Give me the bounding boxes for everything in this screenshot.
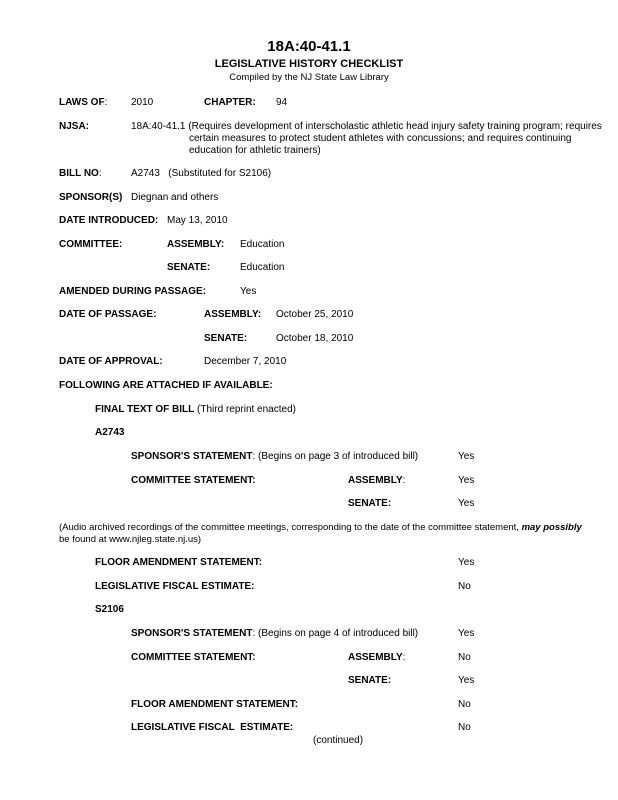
passage-assembly-label: ASSEMBLY:	[204, 309, 262, 320]
s2106-committee-assembly-label: ASSEMBLY:	[348, 652, 406, 663]
passage-senate-label: SENATE:	[204, 333, 248, 344]
njsa-label: NJSA:	[59, 121, 90, 132]
a2743-sponsor-statement: SPONSOR'S STATEMENT: (Begins on page 3 of introduced bill)	[131, 451, 419, 462]
bill-no-value: A2743 (Substituted for S2106)	[131, 168, 272, 179]
continued-note: (continued)	[313, 735, 364, 746]
attachments-heading: FOLLOWING ARE ATTACHED IF AVAILABLE:	[59, 380, 273, 391]
s2106-committee-label: COMMITTEE STATEMENT:	[131, 652, 256, 663]
amended-label: AMENDED DURING PASSAGE:	[59, 286, 207, 297]
document-title: LEGISLATIVE HISTORY CHECKLIST	[214, 58, 404, 70]
a2743-floor-amendment-value: Yes	[458, 557, 475, 568]
passage-assembly-value: October 25, 2010	[276, 309, 354, 320]
a2743-floor-amendment-label: FLOOR AMENDMENT STATEMENT:	[95, 557, 263, 568]
committee-senate-label: SENATE:	[167, 262, 211, 273]
date-introduced-label: DATE INTRODUCED:	[59, 215, 159, 226]
date-introduced-value: May 13, 2010	[167, 215, 228, 226]
chapter-value: 94	[276, 97, 288, 108]
sponsors-value: Diegnan and others	[131, 192, 219, 203]
committee-senate-value: Education	[240, 262, 285, 273]
a2743-committee-assembly-label: ASSEMBLY:	[348, 475, 406, 486]
citation-heading: 18A:40-41.1	[267, 38, 351, 55]
s2106-floor-amendment-value: No	[458, 699, 471, 710]
chapter-label: CHAPTER:	[204, 97, 256, 108]
bill-no-label: BILL NO:	[59, 168, 102, 179]
a2743-fiscal-estimate-value: No	[458, 581, 471, 592]
a2743-committee-senate-label: SENATE:	[348, 498, 392, 509]
document-subtitle: Compiled by the NJ State Law Library	[229, 72, 389, 83]
s2106-fiscal-estimate-label: LEGISLATIVE FISCAL ESTIMATE:	[131, 722, 294, 733]
a2743-heading: A2743	[95, 427, 125, 438]
committee-label: COMMITTEE:	[59, 239, 123, 250]
a2743-committee-senate-value: Yes	[458, 498, 475, 509]
s2106-fiscal-estimate-value: No	[458, 722, 471, 733]
sponsors-label: SPONSOR(S)	[59, 192, 123, 203]
s2106-heading: S2106	[95, 604, 124, 615]
date-of-passage-label: DATE OF PASSAGE:	[59, 309, 157, 320]
s2106-sponsor-statement: SPONSOR'S STATEMENT: (Begins on page 4 of introduced bill)	[131, 628, 419, 639]
s2106-committee-senate-label: SENATE:	[348, 675, 392, 686]
s2106-committee-senate-value: Yes	[458, 675, 475, 686]
passage-senate-value: October 18, 2010	[276, 333, 354, 344]
final-text-row: FINAL TEXT OF BILL (Third reprint enacted)	[95, 404, 296, 415]
laws-of-label: LAWS OF:	[59, 97, 108, 108]
njsa-line-1: 18A:40-41.1 (Requires development of interscholastic athletic head injury safety training program; requires	[131, 121, 602, 132]
date-of-approval-label: DATE OF APPROVAL:	[59, 356, 163, 367]
s2106-sponsor-value: Yes	[458, 628, 475, 639]
a2743-committee-assembly-value: Yes	[458, 475, 475, 486]
committee-assembly-label: ASSEMBLY:	[167, 239, 225, 250]
a2743-committee-label: COMMITTEE STATEMENT:	[131, 475, 256, 486]
njsa-line-3: education for athletic trainers)	[189, 145, 321, 156]
a2743-sponsor-value: Yes	[458, 451, 475, 462]
committee-assembly-value: Education	[240, 239, 285, 250]
amended-value: Yes	[240, 286, 257, 297]
audio-note-line-1: (Audio archived recordings of the committee meetings, corresponding to the date of the committee statement, may possibly	[59, 522, 582, 533]
njsa-line-2: certain measures to protect student athletes with concussions; and requires continuing	[189, 133, 572, 144]
date-of-approval-value: December 7, 2010	[204, 356, 287, 367]
s2106-floor-amendment-label: FLOOR AMENDMENT STATEMENT:	[131, 699, 299, 710]
a2743-fiscal-estimate-label: LEGISLATIVE FISCAL ESTIMATE:	[95, 581, 255, 592]
laws-of-year: 2010	[131, 97, 154, 108]
audio-note-line-2: be found at www.njleg.state.nj.us)	[59, 534, 202, 545]
s2106-committee-assembly-value: No	[458, 652, 471, 663]
